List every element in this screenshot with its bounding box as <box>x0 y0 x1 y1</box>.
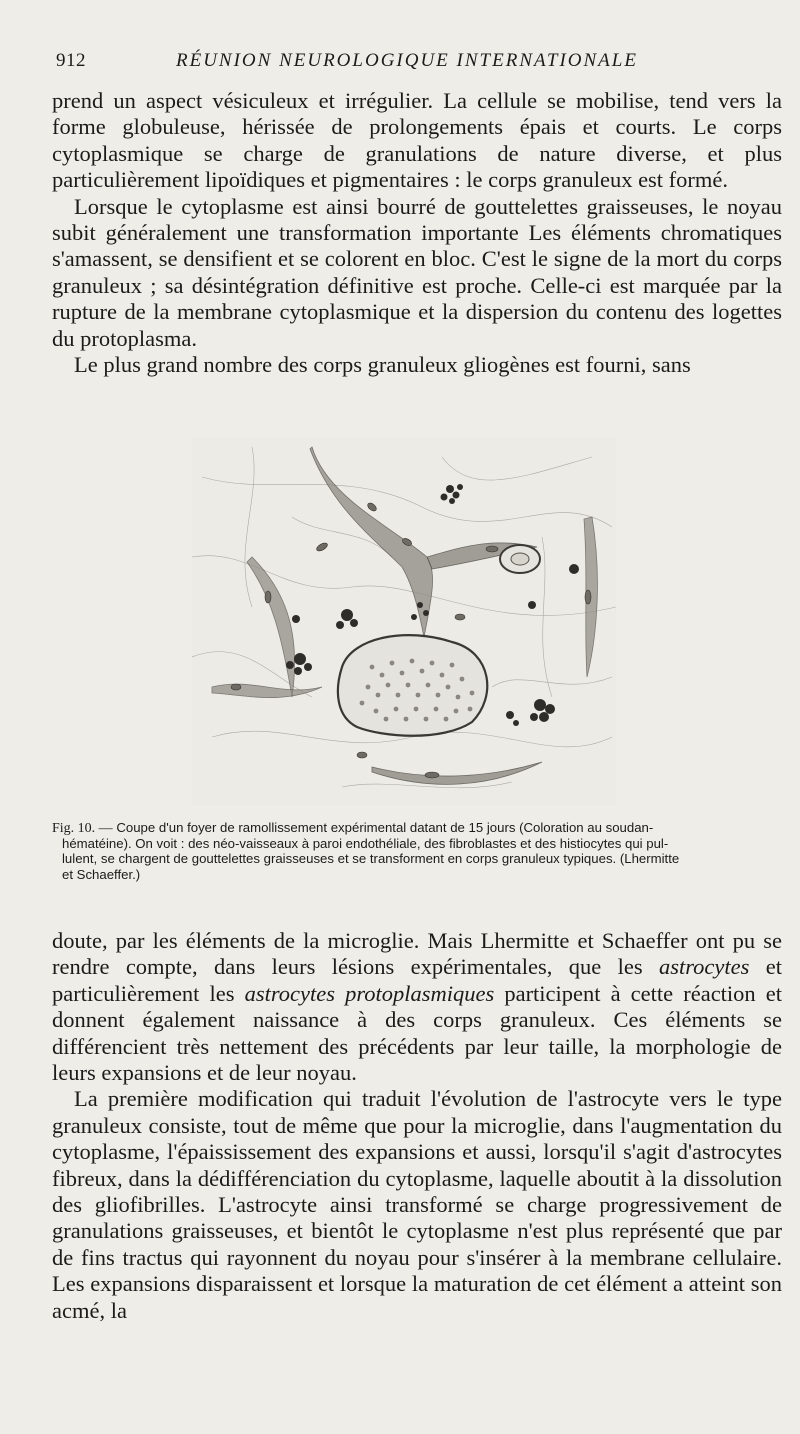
body-text-top <box>52 88 782 378</box>
caption-text: Coupe d'un foyer de ramollissement expérimental datant de 15 jours (Coloration au soudan- <box>116 820 654 835</box>
caption-line: et Schaeffer.) <box>62 866 141 882</box>
caption-line: hématéine). On voit : des néo-vaisseaux à paroi endothéliale, des fibroblastes et des histiocytes qui pul- <box>62 836 669 852</box>
italic-term: astrocytes <box>658 954 750 980</box>
page-number: 912 <box>56 50 86 71</box>
text-run: et particulièrement les <box>52 954 782 1006</box>
italic-term: astrocytes protoplasmiques <box>244 980 495 1006</box>
paragraph: Lorsque le cytoplasme est ainsi bourré de gouttelettes graisseuses, le noyau subit généralement une transformation importante Les éléments chromatiques s'amassent, se densifient et se colorent en bloc. C'est le signe de la mort du corps granuleux ; sa désintégration définitive est proche. Celle-ci est marquée par la rupture de la membrane cytoplasmique et la dispersion du contenu des logettes du protoplasma. <box>52 193 782 351</box>
figure-label: Fig. 10. — <box>52 821 113 836</box>
paragraph: Le plus grand nombre des corps granuleux gliogènes est fourni, sans <box>74 352 691 378</box>
caption-line <box>52 820 784 836</box>
figure-caption <box>52 820 784 882</box>
histology-figure <box>192 437 616 805</box>
caption-line: lulent, se chargent de gouttelettes graisseuses et se transforment en corps granuleux typiques. (Lhermitte <box>62 851 680 867</box>
paragraph: prend un aspect vésiculeux et irrégulier. La cellule se mobilise, tend vers la forme globuleuse, hérissée de prolongements épais et courts. Le corps cytoplasmique se charge de granulations de nature diverse, et plus particulièrement lipoïdiques et pigmentaires : le corps granuleux est formé. <box>52 88 782 193</box>
text-run: participent à cette réaction et donnent également naissance à des corps granuleux. Ces éléments se différencient très nettement des précédents par leur taille, la morphologie de leurs expansions et de leur noyau. <box>52 980 782 1086</box>
running-head: RÉUNION NEUROLOGIQUE INTERNATIONALE <box>176 50 638 71</box>
body-text-bottom <box>52 928 782 1324</box>
text-run: doute, par les éléments de la microglie. Mais Lhermitte et Schaeffer ont pu se rendre compte, dans leurs lésions expérimentales, que les <box>52 928 782 980</box>
paragraph: La première modification qui traduit l'évolution de l'astrocyte vers le type granuleux consiste, tout de même que pour la microglie, dans l'augmentation du cytoplasme, l'épaississement des expansions et aussi, lorsqu'il s'agit d'astrocytes fibreux, dans la dédifférenciation du cytoplasme, laquelle aboutit à la dissolution des gliofibrilles. L'astrocyte ainsi transformé se charge progressivement de granulations graisseuses, et bientôt le cytoplasme n'est plus représenté que par de fins tractus qui rayonnent du noyau pour s'insérer à la membrane cellulaire. Les expansions disparaissent et lorsque la maturation de cet élément a atteint son acmé, la <box>52 1086 782 1323</box>
paragraph <box>52 928 782 1086</box>
micrograph-drawing <box>192 437 616 805</box>
page-header <box>56 50 776 78</box>
